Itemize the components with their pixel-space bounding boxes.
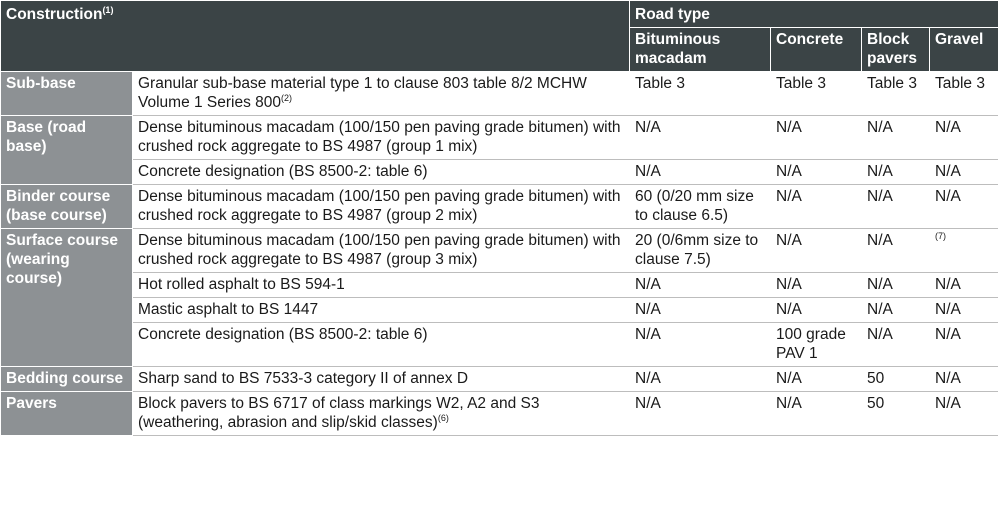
bituminous-cell: N/A [630,323,771,367]
table-row [1,367,998,392]
col-concrete-header: Concrete [771,28,862,72]
gravel-cell: N/A [930,367,998,392]
gravel-cell: Table 3 [930,72,998,116]
material-cell: Concrete designation (BS 8500-2: table 6) [133,160,630,185]
bituminous-cell: N/A [630,367,771,392]
category-pavers: Pavers [1,392,133,436]
concrete-cell: N/A [771,185,862,229]
footnote-ref: (1) [102,5,114,15]
block-cell: N/A [862,160,930,185]
table-row [1,229,998,273]
col-bituminous-header: Bituminous macadam [630,28,771,72]
concrete-cell: N/A [771,367,862,392]
table-row [1,392,998,436]
concrete-cell: N/A [771,116,862,160]
material-cell: Dense bituminous macadam (100/150 pen paving grade bitumen) with crushed rock aggregate to BS 4987 (group 1 mix) [133,116,630,160]
category-binder-course: Binder course (base course) [1,185,133,229]
gravel-cell: N/A [930,185,998,229]
block-cell: 50 [862,367,930,392]
block-cell: 50 [862,392,930,436]
gravel-cell: N/A [930,323,998,367]
material-cell: Concrete designation (BS 8500-2: table 6) [133,323,630,367]
concrete-cell: 100 grade PAV 1 [771,323,862,367]
material-cell: Sharp sand to BS 7533-3 category II of annex D [133,367,630,392]
material-cell: Hot rolled asphalt to BS 594-1 [133,273,630,298]
gravel-cell: N/A [930,298,998,323]
category-bedding-course: Bedding course [1,367,133,392]
header-row-1 [1,1,998,28]
bituminous-cell: 20 (0/6mm size to clause 7.5) [630,229,771,273]
gravel-cell [930,229,998,273]
block-cell: N/A [862,185,930,229]
block-cell: N/A [862,116,930,160]
bituminous-cell: Table 3 [630,72,771,116]
block-cell: Table 3 [862,72,930,116]
table-row [1,323,998,367]
bituminous-cell: N/A [630,298,771,323]
table-row [1,298,998,323]
col-gravel-header: Gravel [930,28,998,72]
gravel-cell: N/A [930,116,998,160]
concrete-cell: N/A [771,392,862,436]
col-block-pavers-header: Block pavers [862,28,930,72]
construction-header: Construction$^{(1)}$ [1,1,630,72]
concrete-cell: N/A [771,298,862,323]
concrete-cell: N/A [771,160,862,185]
category-sub-base: Sub-base [1,72,133,116]
category-surface-course: Surface course (wearing course) [1,229,133,367]
material-cell: Block pavers to BS 6717 of class markings W2, A2 and S3 (weathering, abrasion and slip/skid classes)$^{(6)}$ [133,392,630,436]
concrete-cell: N/A [771,229,862,273]
table-row [1,72,998,116]
gravel-cell: N/A [930,392,998,436]
category-base: Base (road base) [1,116,133,185]
block-cell: N/A [862,229,930,273]
footnote-ref: (7) [935,231,946,241]
concrete-cell: N/A [771,273,862,298]
block-cell: N/A [862,323,930,367]
concrete-cell: Table 3 [771,72,862,116]
table-row [1,273,998,298]
material-cell: Granular sub-base material type 1 to clause 803 table 8/2 MCHW Volume 1 Series 800$^{(2)}$ [133,72,630,116]
bituminous-cell: N/A [630,273,771,298]
block-cell: N/A [862,298,930,323]
bituminous-cell: N/A [630,160,771,185]
road-type-header: Road type [630,1,998,28]
footnote-ref: (2) [281,93,293,103]
table-row [1,185,998,229]
footnote-ref: (6) [437,413,449,423]
block-cell: N/A [862,273,930,298]
gravel-cell: N/A [930,273,998,298]
material-cell: Dense bituminous macadam (100/150 pen paving grade bitumen) with crushed rock aggregate to BS 4987 (group 3 mix) [133,229,630,273]
material-cell: Dense bituminous macadam (100/150 pen paving grade bitumen) with crushed rock aggregate to BS 4987 (group 2 mix) [133,185,630,229]
material-cell: Mastic asphalt to BS 1447 [133,298,630,323]
gravel-cell: N/A [930,160,998,185]
bituminous-cell: N/A [630,392,771,436]
table-row [1,160,998,185]
bituminous-cell: N/A [630,116,771,160]
table-row [1,116,998,160]
bituminous-cell: 60 (0/20 mm size to clause 6.5) [630,185,771,229]
